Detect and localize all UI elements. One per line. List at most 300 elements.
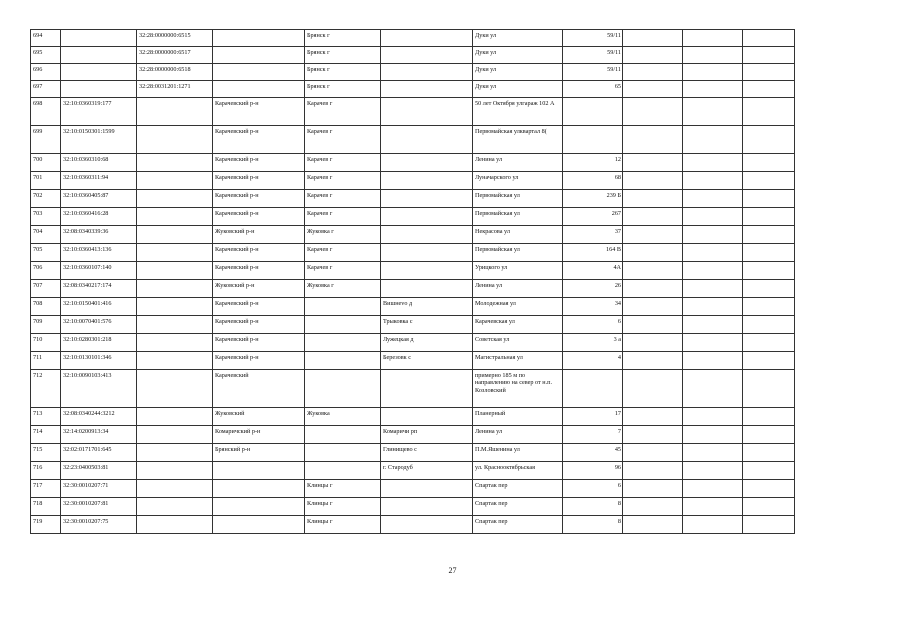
cell-street: Урицкого ул (473, 262, 563, 280)
cell-cadastral-number-a: 32:10:0090103:413 (61, 370, 137, 408)
cell-row-number: 694 (31, 30, 61, 47)
cell-cadastral-number-b (137, 516, 213, 534)
cell-row-number: 709 (31, 316, 61, 334)
cell-extra-1 (623, 126, 683, 154)
cell-extra-1 (623, 172, 683, 190)
cell-district (213, 462, 305, 480)
cell-settlement (381, 408, 473, 426)
cell-street: Первомайская ул (473, 190, 563, 208)
cell-cadastral-number-a: 32:30:0010207:71 (61, 480, 137, 498)
cell-city: Брянск г (305, 64, 381, 81)
table-row (31, 462, 795, 480)
cell-house: 59/11 (563, 64, 623, 81)
cell-extra-1 (623, 81, 683, 98)
cell-row-number: 719 (31, 516, 61, 534)
cell-extra-2 (683, 316, 743, 334)
cell-extra-3 (743, 190, 795, 208)
cell-district (213, 47, 305, 64)
land-plot-register-table (30, 29, 795, 534)
cell-cadastral-number-a: 32:02:0171701:645 (61, 444, 137, 462)
cell-settlement: Вишнevo д (381, 298, 473, 316)
cell-street: Советская ул (473, 334, 563, 352)
cell-house: 4А (563, 262, 623, 280)
cell-street: Карачевская ул (473, 316, 563, 334)
cell-extra-3 (743, 172, 795, 190)
cell-extra-3 (743, 408, 795, 426)
cell-extra-2 (683, 480, 743, 498)
cell-cadastral-number-b (137, 208, 213, 226)
cell-house: 45 (563, 444, 623, 462)
cell-extra-2 (683, 64, 743, 81)
cell-row-number: 700 (31, 154, 61, 172)
cell-extra-3 (743, 280, 795, 298)
cell-extra-3 (743, 444, 795, 462)
cell-district: Карачевский (213, 370, 305, 408)
cell-cadastral-number-a: 32:10:0360319:177 (61, 98, 137, 126)
cell-row-number: 706 (31, 262, 61, 280)
cell-district: Карачевский р-н (213, 154, 305, 172)
cell-city: Жуковка г (305, 226, 381, 244)
cell-cadastral-number-a: 32:08:0340244:3212 (61, 408, 137, 426)
cell-house: 12 (563, 154, 623, 172)
cell-settlement (381, 47, 473, 64)
cell-cadastral-number-b (137, 462, 213, 480)
cell-house (563, 126, 623, 154)
cell-district (213, 498, 305, 516)
cell-house: 239 Б (563, 190, 623, 208)
cell-city (305, 444, 381, 462)
cell-extra-3 (743, 426, 795, 444)
cell-cadastral-number-a: 32:10:0280301:218 (61, 334, 137, 352)
cell-extra-2 (683, 352, 743, 370)
cell-extra-1 (623, 408, 683, 426)
cell-cadastral-number-a: 32:10:0360416:28 (61, 208, 137, 226)
cell-city: Жуковка г (305, 280, 381, 298)
cell-city: Карачев г (305, 172, 381, 190)
cell-cadastral-number-a: 32:30:0010207:75 (61, 516, 137, 534)
cell-city: Брянск г (305, 30, 381, 47)
cell-street: Планерный (473, 408, 563, 426)
cell-extra-3 (743, 244, 795, 262)
cell-district: Карачевский р-н (213, 316, 305, 334)
cell-extra-1 (623, 64, 683, 81)
cell-city: Клинцы г (305, 516, 381, 534)
table-row (31, 444, 795, 462)
cell-row-number: 716 (31, 462, 61, 480)
cell-street: Луначарского ул (473, 172, 563, 190)
cell-house: 68 (563, 172, 623, 190)
cell-district: Комаричский р-н (213, 426, 305, 444)
cell-cadastral-number-a: 32:10:0070401:576 (61, 316, 137, 334)
cell-street: П.М.Яшенина ул (473, 444, 563, 462)
cell-cadastral-number-b (137, 444, 213, 462)
cell-extra-2 (683, 190, 743, 208)
cell-district (213, 64, 305, 81)
cell-cadastral-number-b (137, 370, 213, 408)
cell-district: Карачевский р-н (213, 172, 305, 190)
cell-settlement (381, 262, 473, 280)
cell-row-number: 695 (31, 47, 61, 64)
table-row (31, 154, 795, 172)
cell-cadastral-number-b: 32:28:0000000:6517 (137, 47, 213, 64)
cell-extra-2 (683, 98, 743, 126)
cell-extra-3 (743, 154, 795, 172)
cell-street: Дуки ул (473, 64, 563, 81)
cell-cadastral-number-b (137, 154, 213, 172)
cell-extra-3 (743, 47, 795, 64)
cell-district: Карачевский р-н (213, 352, 305, 370)
cell-city: Карачев г (305, 190, 381, 208)
cell-cadastral-number-b (137, 408, 213, 426)
cell-extra-1 (623, 334, 683, 352)
cell-cadastral-number-b (137, 172, 213, 190)
cell-city: Карачев г (305, 208, 381, 226)
cell-house: 267 (563, 208, 623, 226)
cell-extra-1 (623, 226, 683, 244)
cell-street: Дуки ул (473, 81, 563, 98)
cell-row-number: 704 (31, 226, 61, 244)
cell-city (305, 352, 381, 370)
cell-district: Карачевский р-н (213, 298, 305, 316)
cell-extra-2 (683, 244, 743, 262)
cell-row-number: 703 (31, 208, 61, 226)
cell-street: Молодежная ул (473, 298, 563, 316)
cell-extra-1 (623, 280, 683, 298)
cell-row-number: 710 (31, 334, 61, 352)
cell-row-number: 708 (31, 298, 61, 316)
cell-city (305, 462, 381, 480)
cell-settlement (381, 30, 473, 47)
cell-cadastral-number-a (61, 81, 137, 98)
cell-house: 8 (563, 516, 623, 534)
cell-extra-3 (743, 316, 795, 334)
cell-district: Карачевский р-н (213, 262, 305, 280)
table-row (31, 172, 795, 190)
cell-street: Спартак пер (473, 498, 563, 516)
cell-cadastral-number-a: 32:08:0340217:174 (61, 280, 137, 298)
cell-cadastral-number-a: 32:10:0360405:87 (61, 190, 137, 208)
cell-row-number: 696 (31, 64, 61, 81)
cell-city (305, 426, 381, 444)
cell-extra-3 (743, 498, 795, 516)
cell-district (213, 30, 305, 47)
cell-cadastral-number-b: 32:28:0000000:6515 (137, 30, 213, 47)
cell-settlement (381, 370, 473, 408)
cell-row-number: 705 (31, 244, 61, 262)
cell-cadastral-number-a: 32:10:0130101:346 (61, 352, 137, 370)
cell-cadastral-number-b (137, 316, 213, 334)
cell-city: Карачев г (305, 98, 381, 126)
cell-street: Дуки ул (473, 30, 563, 47)
cell-settlement (381, 244, 473, 262)
cell-city: Жуковка (305, 408, 381, 426)
cell-row-number: 713 (31, 408, 61, 426)
cell-settlement (381, 64, 473, 81)
cell-cadastral-number-a: 32:10:0150301:1599 (61, 126, 137, 154)
cell-cadastral-number-a: 32:23:0400503:81 (61, 462, 137, 480)
cell-extra-2 (683, 444, 743, 462)
cell-extra-2 (683, 47, 743, 64)
cell-house: 65 (563, 81, 623, 98)
cell-extra-2 (683, 370, 743, 408)
cell-extra-3 (743, 208, 795, 226)
cell-extra-1 (623, 98, 683, 126)
table-row (31, 30, 795, 47)
cell-district: Карачевский р-н (213, 334, 305, 352)
cell-house: 59/11 (563, 47, 623, 64)
cell-house: 164 В (563, 244, 623, 262)
cell-cadastral-number-a (61, 30, 137, 47)
table-row (31, 408, 795, 426)
cell-extra-3 (743, 126, 795, 154)
cell-house: 3 а (563, 334, 623, 352)
cell-street: Спартак пер (473, 516, 563, 534)
cell-settlement (381, 226, 473, 244)
cell-house: 59/11 (563, 30, 623, 47)
cell-cadastral-number-a: 32:10:0360311:94 (61, 172, 137, 190)
cell-extra-2 (683, 154, 743, 172)
cell-house: 6 (563, 316, 623, 334)
cell-city (305, 316, 381, 334)
cell-row-number: 701 (31, 172, 61, 190)
cell-city: Клинцы г (305, 480, 381, 498)
cell-row-number: 697 (31, 81, 61, 98)
table-row (31, 208, 795, 226)
cell-cadastral-number-a: 32:08:0340339:36 (61, 226, 137, 244)
cell-street: Первомайская улквартал 8( (473, 126, 563, 154)
cell-district: Карачевский р-н (213, 190, 305, 208)
table-row (31, 64, 795, 81)
cell-row-number: 702 (31, 190, 61, 208)
cell-house: 34 (563, 298, 623, 316)
table-row (31, 352, 795, 370)
cell-extra-1 (623, 190, 683, 208)
table-row (31, 47, 795, 64)
cell-street: Первомайская ул (473, 244, 563, 262)
cell-city: Карачев г (305, 154, 381, 172)
cell-settlement: Березовк с (381, 352, 473, 370)
cell-settlement: Глинищево с (381, 444, 473, 462)
cell-cadastral-number-b: 32:28:0000000:6518 (137, 64, 213, 81)
cell-extra-2 (683, 81, 743, 98)
cell-street: Первомайская ул (473, 208, 563, 226)
cell-extra-3 (743, 462, 795, 480)
cell-street: Дуки ул (473, 47, 563, 64)
cell-district: Карачевский р-н (213, 98, 305, 126)
cell-row-number: 717 (31, 480, 61, 498)
cell-settlement: Трыковка с (381, 316, 473, 334)
cell-extra-3 (743, 480, 795, 498)
cell-district: Жуковский (213, 408, 305, 426)
cell-street: Некрасова ул (473, 226, 563, 244)
cell-street: ул. Красноoктябрьская (473, 462, 563, 480)
cell-extra-1 (623, 462, 683, 480)
cell-cadastral-number-b (137, 352, 213, 370)
cell-extra-3 (743, 298, 795, 316)
cell-street: примерно 185 м по направлению на север от н.п. Козловский (473, 370, 563, 408)
cell-extra-1 (623, 480, 683, 498)
cell-extra-1 (623, 47, 683, 64)
cell-district: Карачевский р-н (213, 208, 305, 226)
cell-cadastral-number-a: 32:10:0150401:416 (61, 298, 137, 316)
table-row (31, 370, 795, 408)
cell-house: 6 (563, 480, 623, 498)
table-row (31, 298, 795, 316)
cell-extra-1 (623, 208, 683, 226)
cell-row-number: 707 (31, 280, 61, 298)
table-row (31, 280, 795, 298)
cell-extra-2 (683, 172, 743, 190)
cell-district: Карачевский р-н (213, 244, 305, 262)
cell-district (213, 516, 305, 534)
cell-cadastral-number-a (61, 47, 137, 64)
cell-cadastral-number-a: 32:14:0200913:34 (61, 426, 137, 444)
cell-extra-2 (683, 30, 743, 47)
cell-settlement (381, 172, 473, 190)
cell-row-number: 714 (31, 426, 61, 444)
cell-cadastral-number-b (137, 498, 213, 516)
cell-settlement (381, 280, 473, 298)
cell-district (213, 480, 305, 498)
cell-street: Магистральная ул (473, 352, 563, 370)
table-row (31, 244, 795, 262)
cell-extra-1 (623, 516, 683, 534)
table-row (31, 81, 795, 98)
cell-settlement (381, 516, 473, 534)
table-row (31, 426, 795, 444)
cell-extra-3 (743, 64, 795, 81)
cell-extra-3 (743, 334, 795, 352)
cell-extra-1 (623, 154, 683, 172)
cell-cadastral-number-a (61, 64, 137, 81)
cell-extra-2 (683, 126, 743, 154)
cell-house: 7 (563, 426, 623, 444)
cell-street: Ленина ул (473, 280, 563, 298)
cell-extra-3 (743, 370, 795, 408)
cell-cadastral-number-b (137, 126, 213, 154)
cell-extra-2 (683, 408, 743, 426)
cell-house: 17 (563, 408, 623, 426)
cell-extra-1 (623, 498, 683, 516)
cell-extra-1 (623, 426, 683, 444)
cell-extra-3 (743, 98, 795, 126)
cell-extra-3 (743, 81, 795, 98)
cell-house: 37 (563, 226, 623, 244)
table-row (31, 262, 795, 280)
cell-house (563, 98, 623, 126)
cell-district: Брянский р-н (213, 444, 305, 462)
cell-cadastral-number-b (137, 334, 213, 352)
table-row (31, 126, 795, 154)
table-row (31, 98, 795, 126)
cell-settlement (381, 126, 473, 154)
cell-extra-3 (743, 30, 795, 47)
cell-extra-2 (683, 498, 743, 516)
cell-extra-1 (623, 244, 683, 262)
cell-cadastral-number-b (137, 190, 213, 208)
cell-extra-1 (623, 30, 683, 47)
cell-city: Карачев г (305, 244, 381, 262)
cell-settlement (381, 208, 473, 226)
table-row (31, 480, 795, 498)
cell-settlement: г. Стародуб (381, 462, 473, 480)
cell-city (305, 334, 381, 352)
cell-extra-2 (683, 462, 743, 480)
cell-extra-3 (743, 352, 795, 370)
cell-house: 8 (563, 498, 623, 516)
cell-settlement (381, 154, 473, 172)
cell-city: Карачев г (305, 126, 381, 154)
cell-settlement (381, 190, 473, 208)
cell-extra-1 (623, 316, 683, 334)
cell-cadastral-number-b: 32:28:0031201:1271 (137, 81, 213, 98)
cell-settlement (381, 480, 473, 498)
cell-district: Жуковский р-н (213, 226, 305, 244)
table-row (31, 498, 795, 516)
cell-row-number: 718 (31, 498, 61, 516)
cell-city: Карачев г (305, 262, 381, 280)
cell-cadastral-number-b (137, 98, 213, 126)
cell-row-number: 711 (31, 352, 61, 370)
cell-house: 26 (563, 280, 623, 298)
table-row (31, 334, 795, 352)
cell-house (563, 370, 623, 408)
cell-settlement (381, 98, 473, 126)
cell-extra-1 (623, 298, 683, 316)
cell-house: 4 (563, 352, 623, 370)
cell-row-number: 715 (31, 444, 61, 462)
cell-extra-2 (683, 262, 743, 280)
cell-cadastral-number-b (137, 226, 213, 244)
cell-city: Клинцы г (305, 498, 381, 516)
table-row (31, 316, 795, 334)
cell-extra-2 (683, 516, 743, 534)
cell-district: Жуковский р-н (213, 280, 305, 298)
cell-extra-3 (743, 516, 795, 534)
cell-row-number: 698 (31, 98, 61, 126)
cell-extra-2 (683, 334, 743, 352)
cell-extra-1 (623, 444, 683, 462)
cell-city (305, 370, 381, 408)
cell-extra-3 (743, 262, 795, 280)
cell-extra-1 (623, 370, 683, 408)
cell-row-number: 699 (31, 126, 61, 154)
cell-extra-2 (683, 298, 743, 316)
cell-row-number: 712 (31, 370, 61, 408)
cell-cadastral-number-b (137, 262, 213, 280)
cell-street: Спартак пер (473, 480, 563, 498)
cell-settlement: Комаричи рп (381, 426, 473, 444)
cell-cadastral-number-b (137, 244, 213, 262)
cell-extra-2 (683, 208, 743, 226)
cell-settlement (381, 498, 473, 516)
page-number: 27 (448, 566, 457, 575)
cell-extra-2 (683, 280, 743, 298)
cell-cadastral-number-a: 32:30:0010207:81 (61, 498, 137, 516)
cell-cadastral-number-b (137, 426, 213, 444)
cell-extra-2 (683, 226, 743, 244)
cell-extra-3 (743, 226, 795, 244)
cell-street: 50 лет Октября улгараж 102 А (473, 98, 563, 126)
cell-cadastral-number-a: 32:10:0360310:68 (61, 154, 137, 172)
table-row (31, 226, 795, 244)
cell-city (305, 298, 381, 316)
cell-city: Брянск г (305, 47, 381, 64)
cell-cadastral-number-b (137, 280, 213, 298)
cell-street: Ленина ул (473, 426, 563, 444)
cell-district: Карачевский р-н (213, 126, 305, 154)
table-row (31, 516, 795, 534)
